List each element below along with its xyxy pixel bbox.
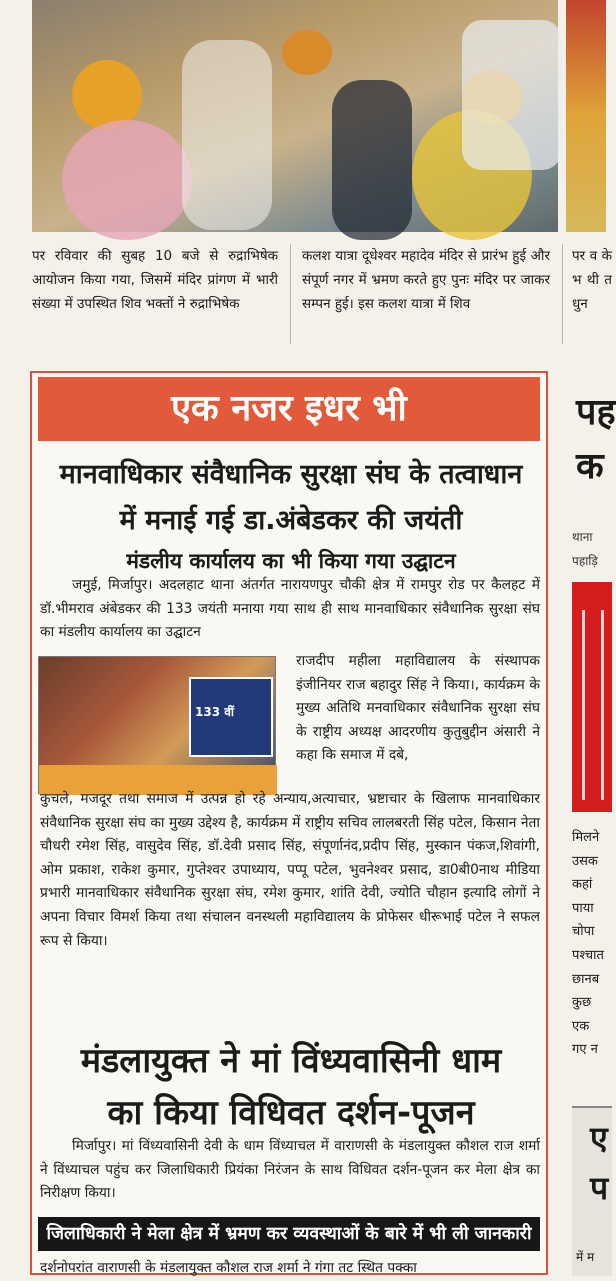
ek-nazar-section <box>30 371 548 1275</box>
story1-subheadline: मंडलीय कार्यालय का भी किया गया उद्घाटन <box>126 549 456 573</box>
side-photo <box>566 0 606 232</box>
story1-headline-line1: मानवाधिकार संवैधानिक सुरक्षा संघ के तत्वाधान <box>59 459 523 490</box>
photo-banner-text: 133 वीं <box>195 705 235 719</box>
story2-headline-line1: मंडलायुक्त ने मां विंध्यवासिनी धाम <box>80 1041 502 1081</box>
right-paragraph <box>572 826 612 1062</box>
right-paragraph-line: मिलने <box>572 830 600 845</box>
story1-intro-paragraph: जमुई, मिर्जापुर। अदलहाट थाना अंतर्गत नारायणपुर चौकी क्षेत्र में रामपुर रोड पर कैलहट में डॉ.भीमराव अंबेडकर की 133 जयंती मनाया गया साथ ही साथ मानवाधिकार संवैधानिक सुरक्षा संघ का मंडलीय कार्यालय का उद्घाटन <box>40 577 540 641</box>
right-paragraph-line: कहां <box>572 877 593 893</box>
story1-main-paragraph: कुचले, मजदूर तथा समाज में उत्पन्न हो रहे अन्याय,अत्याचार, भ्रष्टाचार के खिलाफ मानवाधिकार संवैधानिक सुरक्षा संघ का मुख्य उद्देश्य है, कार्यक्रम में राष्ट्रीय सचिव लालबरती सिंह पटेल, किसान नेता चौधरी रमेश सिंह, वासुदेव सिंह, डॉ.देवी प्रसाद सिंह, संपूर्णानंद,प्रदीप सिंह, मुस्कान पंकज,शिवांगी, ओम प्रकाश, राकेश कुमार, गुप्तेश्वर उपाध्याय, पप्पू पटेल, भुवनेश्वर प्रसाद, डा0बी0नाथ मीडिया प्रभारी मानवाधिकार संवैधानिक सुरक्षा संघ, रमेश कुमार, शांति देवी, ज्योति चौहान इत्यादि लोगों ने अपना विचार विमर्श किया तथा संचालन वनस्थली महाविद्यालय के प्रोफेसर धीरूभाई पटेल ने सफल रूप से किया। <box>40 791 540 949</box>
right-paragraph-line: कुछ <box>572 995 592 1011</box>
right-paragraph-line: पश्चात <box>572 947 604 963</box>
right-box-headline-2: प <box>590 1169 609 1207</box>
article-column-1: पर रविवार की सुबह 10 बजे से रुद्राभिषेक आयोजन किया गया, जिसमें मंदिर प्रांगण में भारी संख्या में उपस्थित शिव भक्तों ने रुद्राभिषेक <box>32 248 278 312</box>
story2-strip-headline: जिलाधिकारी ने मेला क्षेत्र में भ्रमण कर व्यवस्थाओं के बारे में भी ली जानकारी <box>38 1217 540 1251</box>
skeleton-illustration <box>582 610 604 800</box>
story1-side-paragraph: राजदीप महीला महाविद्यालय के संस्थापक इंजीनियर राज बहादुर सिंह ने किया।, कार्यक्रम के मुख्य अतिथि मनवाधिकार संवैधानिक सुरक्षा संघ के राष्ट्रीय अध्यक्ष आदरणीय कुतुबुद्दीन अंसारी ने कहा कि समाज में दबे, <box>296 653 540 764</box>
column-divider <box>290 244 291 344</box>
story2-headline-line2: का किया विधिवत दर्शन-पूजन <box>107 1093 475 1133</box>
ambedkar-jayanti-photo <box>38 656 276 794</box>
article-column-3: पर व के भ थी त धुन <box>572 248 612 312</box>
right-paragraph-line: छानब <box>572 971 600 987</box>
story1-headline-line2: में मनाई गई डा.अंबेडकर की जयंती <box>119 505 463 536</box>
right-paragraph-line: उसक <box>572 853 598 869</box>
section-banner: एक नजर इधर भी <box>38 377 540 441</box>
right-small-text-2: पहाड़ि <box>572 554 598 568</box>
right-box-text: में म <box>576 1250 595 1264</box>
story2-intro-paragraph: मिर्जापुर। मां विंध्यवासिनी देवी के धाम विंध्याचल में वाराणसी के मंडलायुक्त कौशल राज शर्मा ने विंध्याचल पहुंच कर जिलाधिकारी प्रियंका निरंजन के साथ विधिवत दर्शन-पूजन कर मेला क्षेत्र का निरीक्षण किया। <box>40 1138 540 1202</box>
right-paragraph-line: गए न <box>572 1042 598 1058</box>
right-paragraph-line: पाया <box>572 900 594 916</box>
right-paragraph-line: चोपा <box>572 924 595 940</box>
right-headline-line1: पह <box>576 392 616 433</box>
column-divider <box>562 244 563 344</box>
story2-cut-paragraph: दर्शनोपरांत वाराणसी के मंडलायुक्त कौशल राज शर्मा ने गंगा तट स्थित पक्का <box>40 1260 417 1276</box>
article-column-2: कलश यात्रा दूधेश्वर महादेव मंदिर से प्रारंभ हुई और संपूर्ण नगर में भ्रमण करते हुए पुनः मंदिर पर जाकर सम्पन हुई। इस कलश यात्रा में शिव <box>302 248 550 312</box>
right-small-text-1: थाना <box>572 530 593 544</box>
kalash-yatra-photo <box>32 0 558 232</box>
right-headline-line2: क <box>576 446 604 487</box>
right-box-headline-1: ए <box>590 1119 608 1157</box>
right-paragraph-line: एक <box>572 1018 590 1034</box>
